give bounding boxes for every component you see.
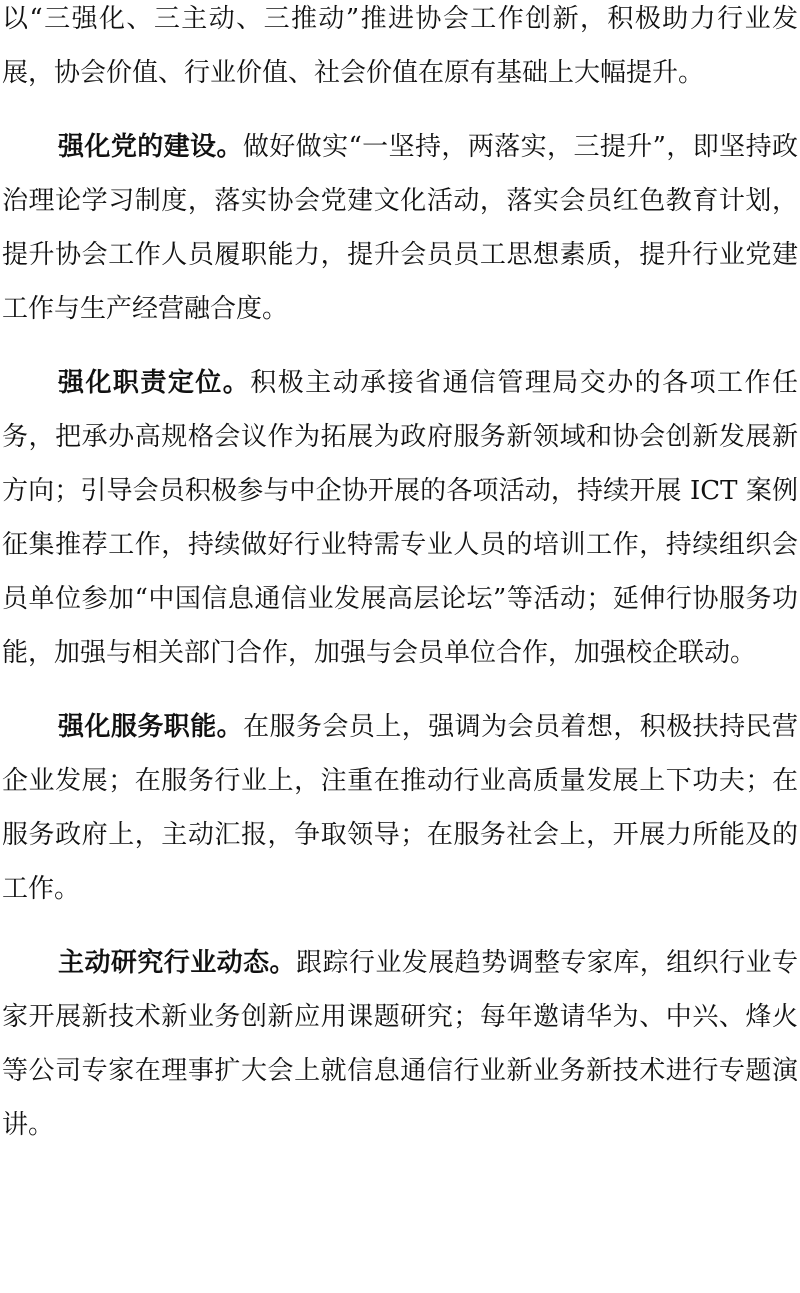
paragraph-body: 做好做实“一坚持，两落实，三提升”，即坚持政治理论学习制度，落实协会党建文化活动，落实会员红色教育计划，提升协会工作人员履职能力，提升会员员工思想素质，提升行业党建工作与生产经营融合度。 bbox=[2, 132, 798, 324]
paragraph-service-functions bbox=[2, 700, 798, 916]
paragraph-party-building bbox=[2, 120, 798, 336]
paragraph-body: 在服务会员上，强调为会员着想，积极扶持民营企业发展；在服务行业上，注重在推动行业高质量发展上下功夫；在服务政府上，主动汇报，争取领导；在服务社会上，开展力所能及的工作。 bbox=[2, 712, 798, 904]
paragraph-industry-research bbox=[2, 936, 798, 1152]
paragraph-heading: 强化服务职能。 bbox=[58, 712, 244, 742]
paragraph-body: 以“三强化、三主动、三推动”推进协会工作创新，积极助力行业发展，协会价值、行业价值、社会价值在原有基础上大幅提升。 bbox=[2, 4, 798, 88]
paragraph-body: 积极主动承接省通信管理局交办的各项工作任务，把承办高规格会议作为拓展为政府服务新领域和协会创新发展新方向；引导会员积极参与中企协开展的各项活动，持续开展 ICT 案例征集推荐工作，持续做好行业特需专业人员的培训工作，持续组织会员单位参加“中国信息通信业发展高层论坛”等活动；延伸行协服务功能，加强与相关部门合作，加强与会员单位合作，加强校企联动。 bbox=[2, 368, 798, 668]
paragraph-body: 跟踪行业发展趋势调整专家库，组织行业专家开展新技术新业务创新应用课题研究；每年邀请华为、中兴、烽火等公司专家在理事扩大会上就信息通信行业新业务新技术进行专题演讲。 bbox=[2, 948, 798, 1140]
paragraph-heading: 主动研究行业动态。 bbox=[58, 948, 296, 978]
paragraph-heading: 强化党的建设。 bbox=[58, 132, 243, 162]
paragraph-heading: 强化职责定位。 bbox=[58, 368, 251, 398]
paragraph-intro bbox=[2, 0, 798, 100]
paragraph-role-positioning bbox=[2, 356, 798, 680]
